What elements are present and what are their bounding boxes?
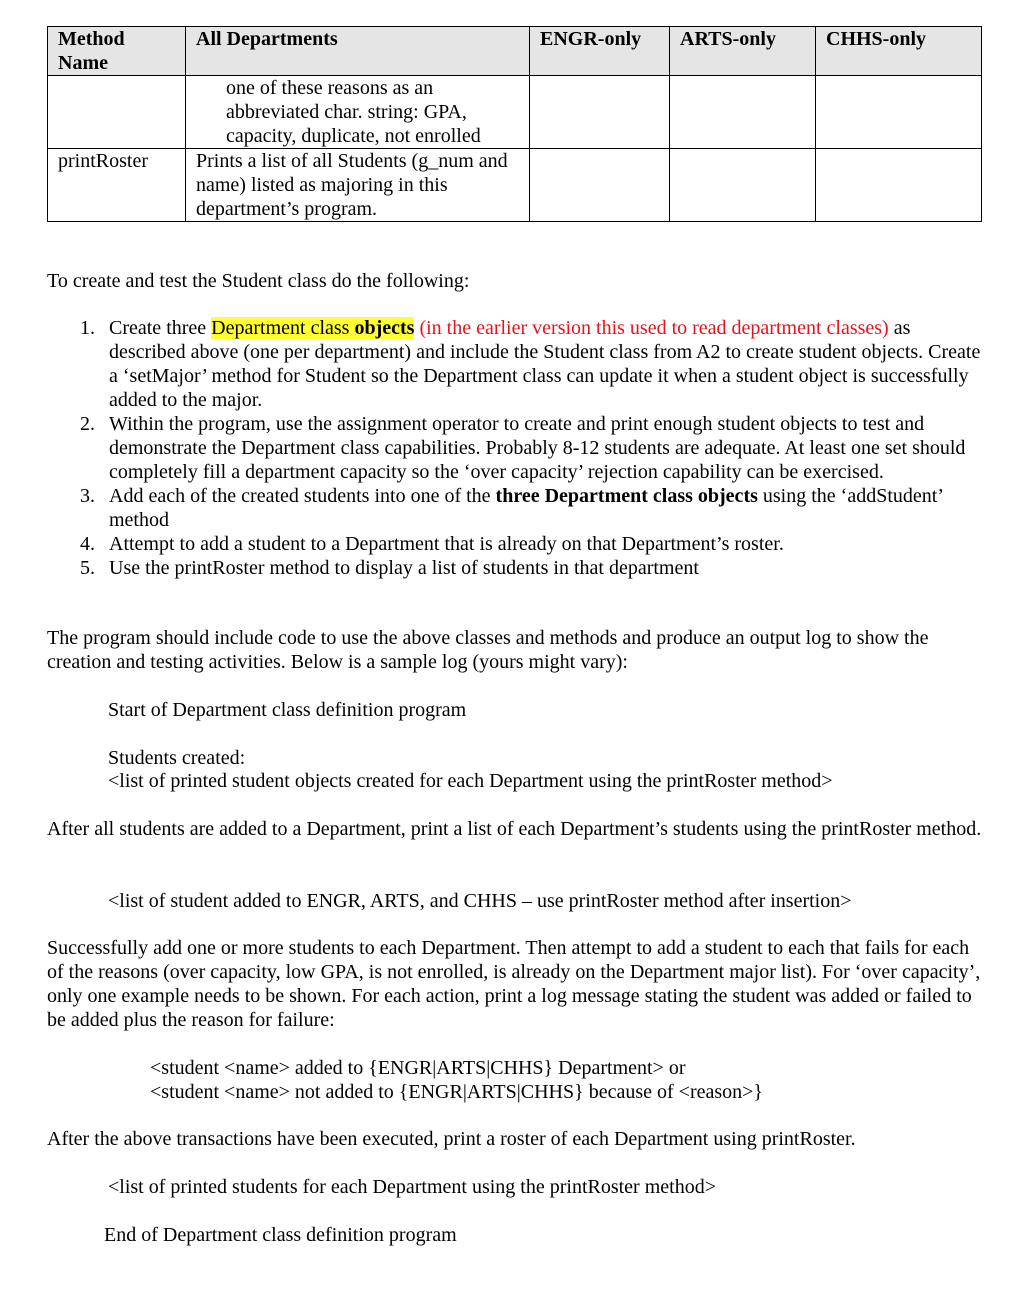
highlighted-text — [211, 317, 414, 339]
log-start: Start of Department class definition program — [108, 699, 467, 721]
after-transactions-paragraph: After the above transactions have been executed, print a roster of each Department using printRoster. — [47, 1128, 856, 1150]
step-text-rest: using the ‘addStudent’ method — [109, 485, 943, 531]
red-note: (in the earlier version this used to read department classes) — [419, 317, 889, 339]
cell-method — [48, 76, 186, 149]
step-text: Create three — [109, 317, 212, 339]
cell-chhs — [816, 76, 982, 149]
cell-arts — [670, 76, 816, 149]
cell-engr — [530, 149, 670, 222]
program-paragraph: The program should include code to use the above classes and methods and produce an output log to show the creation and testing activities. Below is a sample log (yours might vary): — [47, 627, 929, 673]
highlight-plain: Department class — [211, 317, 355, 339]
table-header-row — [48, 27, 982, 76]
list-item — [47, 532, 987, 556]
step-text: Attempt to add a student to a Department that is already on that Department’s roster. — [109, 533, 784, 555]
log-not-added: <student <name> not added to {ENGR|ARTS|CHHS} because of <reason>} — [150, 1081, 764, 1103]
methods-table — [47, 26, 982, 222]
cell-engr — [530, 76, 670, 149]
header-method-name: Method Name — [48, 27, 186, 76]
list-item — [47, 316, 987, 412]
step-number: 4. — [80, 533, 95, 555]
steps-list — [47, 316, 987, 580]
log-end: End of Department class definition program — [104, 1224, 457, 1246]
cell-chhs — [816, 149, 982, 222]
header-engr-only: ENGR-only — [530, 27, 670, 76]
log-added: <student <name> added to {ENGR|ARTS|CHHS} Department> or — [150, 1057, 686, 1079]
step-number: 3. — [80, 485, 95, 507]
step-text: Within the program, use the assignment operator to create and print enough student objects to test and demonstrate the Department class capabilities. Probably 8-12 students are adequate. At least one set should completely fill a department capacity so the ‘over capacity’ rejection capability can be exercised. — [109, 413, 966, 483]
log-students-created: Students created: — [108, 747, 246, 769]
step-number: 1. — [80, 317, 95, 339]
table-row — [48, 76, 982, 149]
after-added-paragraph: After all students are added to a Department, print a list of each Department’s students using the printRoster method. — [47, 818, 982, 840]
bold-text: three Department class objects — [495, 485, 758, 507]
cell-description — [186, 76, 530, 149]
highlight-bold: objects — [354, 317, 415, 339]
cell-description: Prints a list of all Students (g_num and name) listed as majoring in this department’s program. — [186, 149, 530, 222]
intro-paragraph: To create and test the Student class do the following: — [47, 270, 470, 292]
step-number: 2. — [80, 413, 95, 435]
list-item — [47, 412, 987, 484]
step-number: 5. — [80, 557, 95, 579]
log-list-created: <list of printed student objects created for each Department using the printRoster method> — [108, 770, 833, 792]
success-paragraph: Successfully add one or more students to each Department. Then attempt to add a student to each that fails for each of the reasons (over capacity, low GPA, is not enrolled, is already on the Department major list). For ‘over capacity’, only one example needs to be shown. For each action, print a log message stating the student was added or failed to be added plus the reason for failure: — [47, 937, 981, 1031]
list-item — [47, 556, 987, 580]
cell-method: printRoster — [48, 149, 186, 222]
header-arts-only: ARTS-only — [670, 27, 816, 76]
step-text-rest: as described above (one per department) and include the Student class from A2 to create student objects. Create a ‘setMajor’ method for Student so the Department class can update it when a student object is successfully added to the major. — [109, 317, 981, 411]
header-chhs-only: CHHS-only — [816, 27, 982, 76]
log-list-added: <list of student added to ENGR, ARTS, and CHHS – use printRoster method after insertion> — [108, 890, 852, 912]
step-text: Add each of the created students into one of the — [109, 485, 496, 507]
reasons-text: one of these reasons as an abbreviated char. string: GPA, capacity, duplicate, not enrolled — [226, 77, 481, 147]
table-row — [48, 149, 982, 222]
list-item — [47, 484, 987, 532]
step-text: Use the printRoster method to display a list of students in that department — [109, 557, 699, 579]
header-all-departments: All Departments — [186, 27, 530, 76]
log-list-final: <list of printed students for each Department using the printRoster method> — [108, 1176, 716, 1198]
cell-arts — [670, 149, 816, 222]
